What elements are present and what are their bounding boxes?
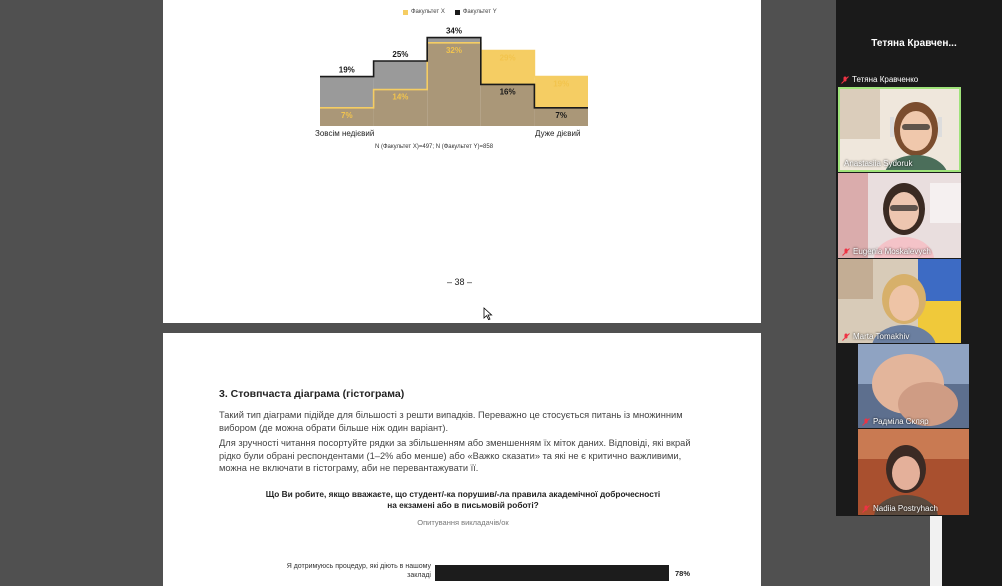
question-subtitle: Опитування викладачів/ок (417, 518, 509, 527)
data-label-faculty-y-3: 34% (445, 26, 463, 36)
participant-video-5 (858, 429, 969, 515)
paragraph-2: Для зручності читання посортуйте рядки за збільшенням або зменшенням їх міток даних. Відповіді, які вкрай рідко були обрані респондентами (1–2% або менше) або «Важко сказати» та які не є критично важливими, можна не включати в гістограму, аби не перевантажувати її. (219, 438, 691, 473)
participant-name-5-text: Nadiia Postryhach (873, 504, 938, 513)
participant-video-2 (838, 173, 961, 258)
host-label (841, 75, 918, 84)
x-axis-label-left: Зовсім недієвий (315, 129, 375, 138)
paragraph-1: Такий тип діаграми підійде для більшості з решти випадків. Переважно це стосується питань із множинним вибором (де можна обрати більше ніж один варіант). (219, 410, 683, 433)
document-page-38 (163, 0, 761, 323)
participant-video-4 (858, 344, 969, 428)
data-label-faculty-y-2: 25% (392, 50, 409, 59)
participant-tile-3[interactable] (838, 259, 961, 343)
chart-sample-note: N (Факультет Х)=497; N (Факультет Y)=858 (375, 144, 494, 150)
data-label-faculty-x-2: 14% (392, 92, 409, 102)
histogram-chart (163, 0, 761, 140)
participant-name-5 (862, 504, 938, 513)
participant-name-2-text: Eugenia Moskalevych (853, 247, 931, 256)
mic-muted-icon (842, 333, 850, 341)
participant-video-3 (838, 259, 961, 343)
mouse-cursor-icon (483, 307, 493, 321)
active-speaker-name: Тетяна Кравчен... (871, 38, 957, 49)
data-label-faculty-y-4: 16% (499, 87, 516, 97)
bar-row-value-label: 78% (675, 569, 691, 578)
legend-label-faculty-x: Факультет Х (411, 9, 445, 15)
data-label-faculty-y-1: 19% (338, 65, 355, 75)
data-label-faculty-x-4: 29% (499, 53, 516, 63)
participant-name-1 (844, 159, 912, 168)
participant-name-1-text: Anastasiia Sydoruk (844, 159, 913, 168)
data-label-faculty-x-3: 32% (445, 45, 463, 55)
mic-muted-icon (842, 248, 850, 256)
mic-muted-icon (862, 418, 870, 426)
x-axis-label-right: Дуже дієвий (535, 129, 581, 138)
data-label-faculty-x-1: 7% (341, 110, 353, 120)
mic-muted-icon (841, 76, 849, 84)
participant-name-3 (842, 332, 909, 341)
mic-muted-icon (862, 505, 870, 513)
host-label-text: Тетяна Кравченко (852, 75, 919, 84)
participant-tile-4[interactable] (858, 344, 969, 428)
histogram-upper-band-1 (320, 77, 374, 108)
question-title: Що Ви робите, якщо вважаєте, що студент/-ка порушив/-ла правила академічної доброчесності на екзамені або в письмовій роботі? (265, 489, 661, 510)
participant-name-2 (842, 247, 931, 256)
data-label-faculty-x-5: 19% (553, 79, 570, 89)
participant-name-4-text: Радміла Скляр (873, 417, 929, 426)
page-number: – 38 – (447, 277, 473, 287)
legend-label-faculty-y: Факультет Y (462, 9, 497, 15)
bar-row-value-bar (435, 565, 669, 581)
participant-tile-1[interactable] (838, 87, 961, 172)
participant-tile-5[interactable] (858, 429, 969, 515)
participant-tile-2[interactable] (838, 173, 961, 258)
participant-name-4 (862, 417, 929, 426)
histogram-overlap-band-3 (427, 43, 481, 126)
document-page-39 (163, 333, 761, 586)
histogram-upper-band-2 (374, 61, 428, 90)
section-title: 3. Стовпчаста діаграма (гістограма) (219, 388, 405, 400)
participant-name-3-text: Marta Tomakhiv (853, 332, 910, 341)
bar-row-label: Я дотримуюсь процедур, які діють в нашому закладі (286, 563, 431, 579)
data-label-faculty-y-5: 7% (555, 110, 567, 120)
